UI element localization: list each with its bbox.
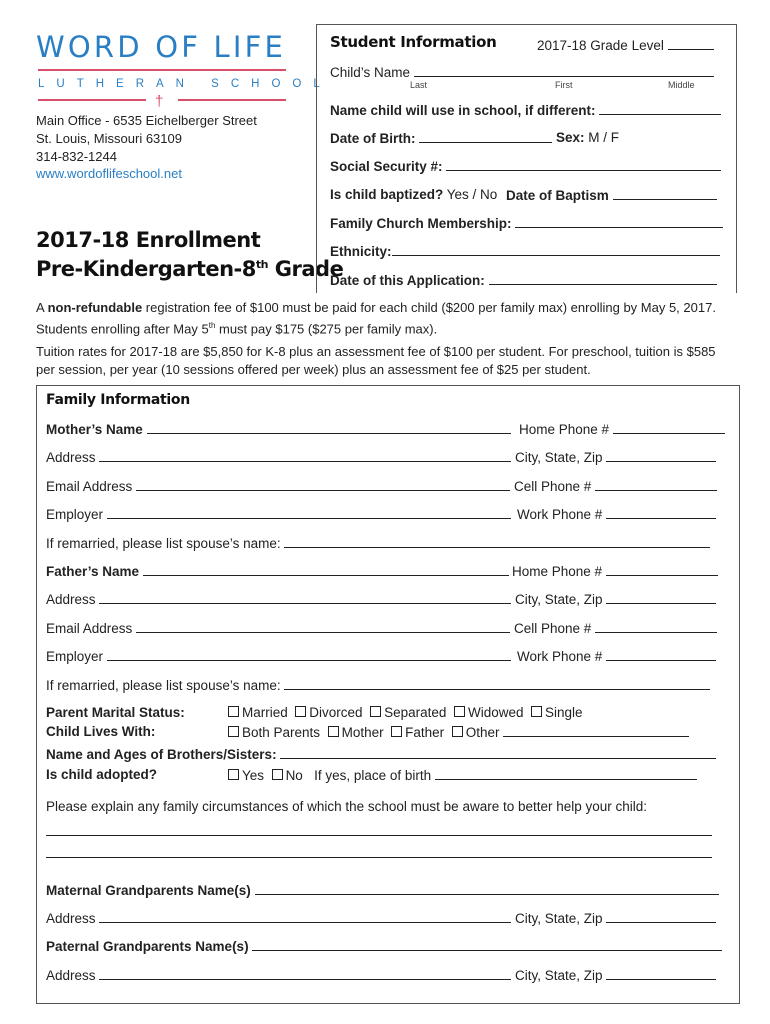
ssn-field[interactable]: Social Security #: [330, 158, 721, 174]
lives-with-label: Child Lives With: [46, 724, 156, 739]
mother-work-phone-field[interactable]: Work Phone # [517, 506, 716, 522]
circumstances-line-2[interactable] [46, 857, 712, 858]
siblings-field[interactable]: Name and Ages of Brothers/Sisters: [46, 746, 716, 762]
adopted-label: Is child adopted? [46, 767, 158, 782]
both-parents-checkbox[interactable]: Both Parents [228, 725, 320, 740]
office-address: Main Office - 6535 Eichelberger Street [36, 113, 257, 128]
paternal-grandparents-field[interactable]: Paternal Grandparents Name(s) [46, 938, 722, 954]
enrollment-title: 2017-18 Enrollment [36, 228, 261, 252]
student-info-heading: Student Information [330, 33, 497, 51]
father-email-field[interactable]: Email Address [46, 620, 510, 636]
family-info-heading: Family Information [46, 392, 190, 408]
mother-employer-field[interactable]: Employer [46, 506, 511, 522]
father-checkbox[interactable]: Father [387, 725, 444, 740]
school-website-link[interactable]: www.wordoflifeschool.net [36, 166, 182, 181]
logo-divider-top [38, 69, 286, 71]
grade-level-field[interactable]: 2017-18 Grade Level [537, 37, 714, 53]
logo-divider-right [178, 99, 286, 101]
father-cell-phone-field[interactable]: Cell Phone # [514, 620, 717, 636]
fathers-name-field[interactable]: Father’s Name [46, 563, 509, 579]
father-spouse-field[interactable]: If remarried, please list spouse’s name: [46, 677, 710, 693]
ethnicity-field[interactable]: Ethnicity: [330, 243, 720, 259]
school-logo-subtitle: LUTHERAN SCHOOL [38, 78, 332, 90]
separated-checkbox[interactable]: Separated [366, 705, 446, 720]
mother-spouse-field[interactable]: If remarried, please list spouse’s name: [46, 535, 710, 551]
adopted-no-checkbox[interactable]: No [268, 768, 303, 783]
cross-icon: † [155, 93, 164, 110]
logo-divider-left [38, 99, 146, 101]
registration-fee-paragraph: A non-refundable registration fee of $100 must be paid for each child ($200 per family max) enrolling by May 5, 2017. Students enrolling after May 5th must pay $175 ($275 per family max). [36, 300, 716, 337]
baptized-field[interactable]: Is child baptized? Yes / No [330, 187, 498, 202]
application-date-field[interactable]: Date of this Application: [330, 272, 717, 288]
middle-name-caption: Middle [668, 80, 695, 90]
mother-cell-phone-field[interactable]: Cell Phone # [514, 478, 717, 494]
circumstances-line-1[interactable] [46, 835, 712, 836]
other-checkbox[interactable]: Other [448, 725, 689, 740]
widowed-checkbox[interactable]: Widowed [450, 705, 523, 720]
grade-range: Pre-Kindergarten-8th Grade [36, 257, 344, 281]
mother-address-field[interactable]: Address [46, 449, 511, 465]
school-logo-title: WORD OF LIFE [36, 30, 287, 64]
father-work-phone-field[interactable]: Work Phone # [517, 648, 716, 664]
mothers-name-field[interactable]: Mother’s Name [46, 421, 511, 437]
father-employer-field[interactable]: Employer [46, 648, 511, 664]
father-city-state-zip-field[interactable]: City, State, Zip [515, 591, 716, 607]
lives-with-options [228, 724, 689, 740]
mother-email-field[interactable]: Email Address [46, 478, 510, 494]
mother-checkbox[interactable]: Mother [324, 725, 384, 740]
church-membership-field[interactable]: Family Church Membership: [330, 215, 723, 231]
divorced-checkbox[interactable]: Divorced [292, 705, 363, 720]
paternal-gp-city-state-zip-field[interactable]: City, State, Zip [515, 967, 716, 983]
circumstances-prompt: Please explain any family circumstances of which the school must be aware to better help your child: [46, 799, 648, 814]
last-name-caption: Last [410, 80, 428, 90]
single-checkbox[interactable]: Single [527, 705, 582, 720]
marital-status-options [228, 705, 583, 720]
father-address-field[interactable]: Address [46, 591, 511, 607]
marital-status-label: Parent Marital Status: [46, 705, 185, 720]
mother-city-state-zip-field[interactable]: City, State, Zip [515, 449, 716, 465]
date-of-birth-field[interactable]: Date of Birth: [330, 130, 552, 146]
childs-name-field[interactable]: Child’s Name [330, 64, 714, 80]
adopted-options [228, 767, 697, 783]
office-phone: 314-832-1244 [36, 149, 117, 164]
maternal-grandparents-field[interactable]: Maternal Grandparents Name(s) [46, 882, 719, 898]
father-home-phone-field[interactable]: Home Phone # [512, 563, 718, 579]
mother-home-phone-field[interactable]: Home Phone # [519, 421, 725, 437]
maternal-gp-address-field[interactable]: Address [46, 910, 511, 926]
sex-field[interactable]: Sex: M / F [556, 130, 620, 145]
tuition-paragraph: Tuition rates for 2017-18 are $5,850 for K-8 plus an assessment fee of $100 per student. For preschool, tuition is $585 per session, per year (10 sessions offered per week) plus an assessment fee of $25 per student. [36, 344, 716, 377]
baptism-date-field[interactable]: Date of Baptism [506, 187, 717, 203]
adopted-yes-checkbox[interactable]: Yes [228, 768, 264, 783]
school-name-field[interactable]: Name child will use in school, if different: [330, 102, 721, 118]
first-name-caption: First [555, 80, 573, 90]
birth-place-field[interactable]: If yes, place of birth [307, 768, 697, 783]
office-city: St. Louis, Missouri 63109 [36, 131, 182, 146]
maternal-gp-city-state-zip-field[interactable]: City, State, Zip [515, 910, 716, 926]
married-checkbox[interactable]: Married [228, 705, 288, 720]
paternal-gp-address-field[interactable]: Address [46, 967, 511, 983]
